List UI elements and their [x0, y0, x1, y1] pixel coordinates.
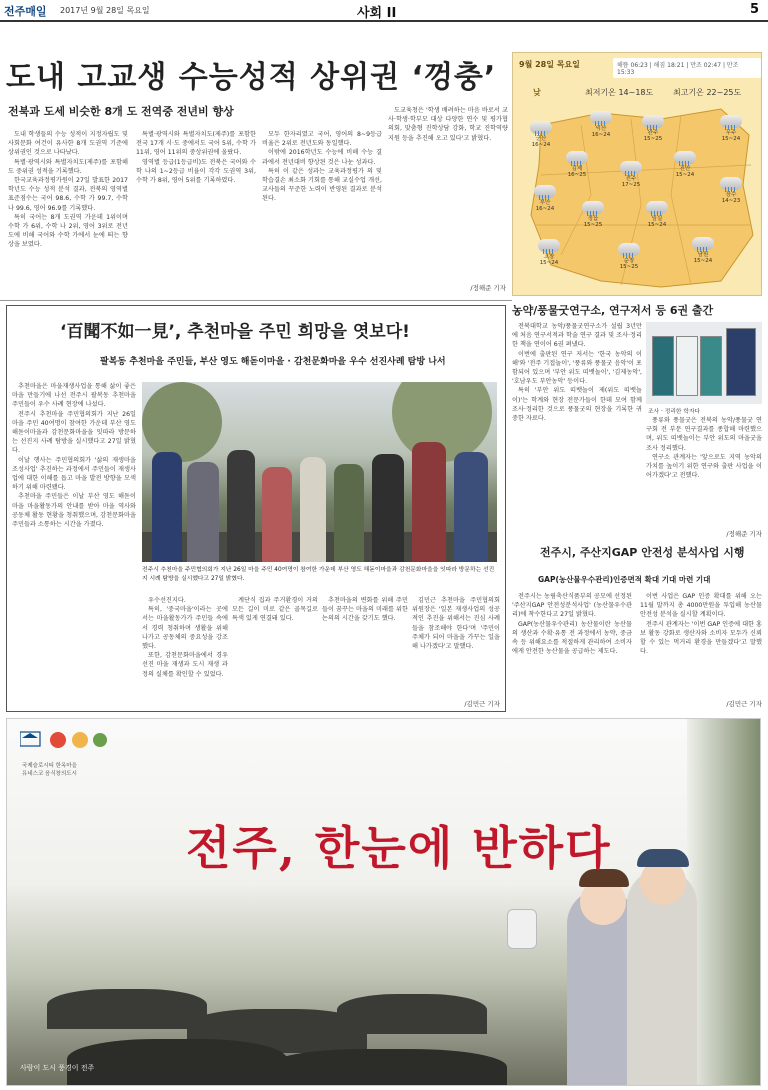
cloud-icon	[674, 151, 696, 164]
lead-paragraph: 특별·광역시와 특별자치도(제주)를 포함해도 중위권 성적을 기록했다.	[8, 158, 128, 175]
lead-paragraph: 도내 학생들의 수능 성적이 지정자립도 및 사회문화 여건이 유사한 8개 도권역 기준에 상위권인 것으로 나타났다.	[8, 131, 128, 157]
lead-subhead: 전북과 도세 비슷한 8개 도 전역중 전년비 향상	[8, 105, 234, 118]
feature-paragraph: 추천마을은 마을재생사업을 통해 삶이 좋은 마을 만들기에 나선 전주시 팔복동 추천마을 주민들이 우수 사례 현장에 나섰다.	[12, 383, 136, 409]
book-cover	[652, 336, 674, 396]
feature-paragraph: 추천마을의 변화를 위해 주민들이 꿈꾸는 마을의 미래를 위한 논의의 시간을 갖기도 했다.	[322, 597, 408, 623]
issue-date: 2017년 9월 28일 목요일	[60, 6, 150, 15]
city-jangsu: 장수 14~23	[717, 177, 745, 204]
camera-phone	[507, 909, 537, 949]
cloud-icon	[534, 185, 556, 198]
gap-subhead: GAP(농산물우수관리)인증면적 확대 기대 마련 기대	[538, 575, 711, 584]
cloud-icon	[620, 161, 642, 174]
tree-backdrop	[687, 719, 761, 1086]
lead-paragraph: 특히 국어는 8개 도권역 가운데 1위이며 수학 가 6위, 수학 나 2위, 영어 3위로 전년도에 비해 국어와 수학 가에서 눈에 띄는 향상을 보였다.	[8, 213, 128, 249]
cloud-icon	[582, 201, 604, 214]
cloud-icon	[530, 121, 552, 134]
weather-date: 9월 28일 목요일	[519, 60, 580, 69]
lead-headline: 도내 고교생 수능성적 상위권 ‘껑충’	[6, 60, 497, 95]
feature-column-2	[142, 596, 228, 706]
hanok-roof	[267, 1049, 507, 1086]
weather-daytime-label: 낮	[533, 88, 541, 97]
tour-participant	[334, 464, 364, 562]
tour-participant	[372, 454, 404, 562]
min-temperature: 최저기온 14~18도	[585, 88, 654, 97]
lead-paragraph: 모두 한자리였고 국어, 영어의 8~9등급 비율은 2위로 전년도와 동일했다.	[262, 131, 382, 148]
tour-participant	[454, 452, 488, 562]
books-photo	[646, 322, 762, 404]
books-paragraph: 이번에 출판된 연구 저서는 '한국 농악의 이해'와 '전주 기접놀이', '풍류와 풍물굿 음악'이 포함되어 있으며 '부안 위도 띠뱃놀이', '김제농악', '호남우도 부안농악' 등이다.	[512, 350, 642, 386]
gap-column-1	[512, 592, 632, 704]
city-muju: 무주 15~24	[717, 115, 745, 142]
lead-paragraph: 특히 이 같은 성과는 교육과정평가 의 및 학습결손 최소화 기회를 통해 교실수업 개선, 교사들의 꾸준한 노력이 반영된 결과로 분석된다.	[262, 167, 382, 203]
section-name: 사회 II	[357, 6, 397, 21]
cloud-icon	[590, 111, 612, 124]
lead-byline: /정해준 기자	[470, 284, 506, 292]
feature-title: ‘百聞不如一見’, 추천마을 주민 희망을 엿보다!	[60, 322, 410, 342]
feature-paragraph: 추천마을 주민들은 이날 부산 영도 해돋이 마을 마을활동가의 안내를 받아 마을 역사와 공동체 활동 현황을 청취했으며, 감천문화마을 주민들과 소통하는 시간을 가졌다.	[12, 493, 136, 529]
books-paragraph: 특히 '부안 위도 띠뱃놀이 제(위도 띠뱃놀이)'는 학계와 현장 전문가들이 한데 모여 함께 조사·정리한 것으로 풍물굿의 현장을 기록한 귀중한 자료다.	[512, 387, 642, 423]
max-temperature: 최고기온 22~25도	[673, 88, 742, 97]
cloud-icon	[646, 201, 668, 214]
tour-participant	[152, 452, 182, 562]
feature-paragraph: 이날 행사는 주민협의회가 '삶의 재생마을 조성사업' 추진하는 과정에서 주민들이 재생사업에 대한 이해를 돕고 마을 발전 방향을 모색하기 위해 마련됐다.	[12, 456, 136, 492]
ad-organizations: 국제슬로시티 한옥마을 유네스코 음식창의도시	[22, 763, 77, 777]
book-cover	[700, 336, 722, 396]
lead-paragraph: 영역별 등급(1등급비)도 전북은 국어와 수학 나의 1~2등급 비율이 각각 도권역 3위, 수학 가 8위, 영어 5위를 기록하였다.	[136, 158, 256, 185]
feature-subtitle: 팔복동 추천마을 주민들, 부산 영도 해돋이마을 · 감천문화마을 우수 선진사례 탐방 나서	[100, 357, 446, 367]
books-headline: 농약/풍물굿연구소, 연구저서 등 6권 출간	[512, 304, 714, 317]
feature-paragraph: 또한, 감천문화마을에서 경우 선진 마을 재생과 도시 재생 과정의 실체를 확인할 수 있었다.	[142, 652, 228, 678]
weather-box	[512, 52, 762, 296]
feature-paragraph: 전주시 추천마을 주민협의회가 지난 26일 마을 주민 40여명이 참여한 가운데 부산 영도 해돋이마을과 감천문화마을을 잇따라 방문하는 선진지 사례 탐방을 실시했다고 27일 밝혔다.	[12, 410, 136, 455]
cloud-icon	[566, 151, 588, 164]
feature-column-3	[232, 596, 318, 706]
city-jeongeup: 정읍 15~25	[579, 201, 607, 228]
city-jinan: 진안 15~24	[671, 151, 699, 178]
hanok-roof	[337, 994, 487, 1034]
cap	[637, 849, 689, 867]
village-tour-photo	[142, 382, 497, 562]
books-byline: /정해준 기자	[726, 530, 762, 538]
books-photo-caption: 조사 · 정리한 학자다	[648, 409, 701, 415]
cloud-icon	[692, 237, 714, 250]
tour-participant	[262, 467, 292, 562]
feature-paragraph: 계단식 집과 주거환경이 거의 모든 길이 미로 같은 골목길로 특색 있게 연결돼 있다.	[232, 597, 318, 623]
city-namwon: 남원 15~24	[689, 237, 717, 264]
gap-column-2	[640, 592, 762, 694]
city-gunsan: 군산 16~24	[527, 121, 555, 148]
city-iksan: 익산 16~24	[587, 111, 615, 138]
tour-participant	[300, 457, 326, 562]
book-cover	[676, 336, 698, 396]
gap-paragraph: 전주시는 농림축산식품부의 공모에 선정된 '주산지GAP 안전성분석사업' (농산물우수관리)에 착수한다고 27일 밝혔다.	[512, 593, 632, 619]
tourism-advertisement	[6, 718, 761, 1086]
unesco-logos	[20, 728, 110, 756]
page-number: 5	[750, 2, 760, 17]
feature-byline: /김민근 기자	[464, 700, 500, 708]
gap-paragraph: GAP(농산물우수관리) 농산물이란 농산물의 생산과 수확·유통 전 과정에서 농약, 중금속 등 위해요소를 적절하게 관리하여 소비자에게 안전한 농산물을 공급하는 제도다.	[512, 620, 632, 656]
lead-paragraph: 도교육청은 '학생 배려하는 마음 바로서 교사·학생·학부모 대상 다양한 연수 및 평가협의회, 맞춤형 진학상담 강화, 학교 진학역량 지원 등을 추진해 오고 있다'고 밝혔다.	[388, 107, 508, 142]
cloud-icon	[720, 177, 742, 190]
lead-column-2	[136, 130, 256, 290]
lead-column-4	[388, 106, 508, 276]
tour-participant	[412, 442, 446, 562]
feature-paragraph: 김민근 추천마을 주민협의회 위원장은 '일본 재생사업의 성공적인 추진을 위해서는 진심 사례들을 참조해야 한다'며 '주민이 주체가 되어 마을을 가꾸는 일을 해 나가겠다'고 말했다.	[412, 597, 500, 651]
cloud-icon	[538, 239, 560, 252]
book-cover	[726, 328, 756, 396]
city-gochang: 고창 15~24	[535, 239, 563, 266]
city-imsil: 임실 15~24	[643, 201, 671, 228]
lead-paragraph: 한국교육과정평가원이 27일 발표한 2017학년도 수능 성적 분석 결과, 전북의 영역별 표준점수는 국어 98.6, 수학 가 99.7, 수학 나 99.6, 영어 96.9를 기록했다.	[8, 177, 128, 212]
tour-participant	[187, 462, 219, 562]
city-buan: 부안 16~24	[531, 185, 559, 212]
city-sunchang: 순창 15~25	[615, 243, 643, 270]
lead-paragraph: 이밖에 2016학년도 수능에 비해 수능 결과에서 전년대비 향상된 것은 나눈 성과다.	[262, 149, 382, 166]
gap-headline: 전주시, 주산지GAP 안전성 분석사업 시행	[540, 546, 745, 559]
lead-column-3	[262, 130, 382, 290]
feature-column-5	[412, 596, 500, 696]
ad-slogan: 전주, 한눈에 반하다	[186, 821, 612, 875]
gap-paragraph: 이번 사업은 GAP 인증 확대를 위해 오는 11월 말까지 총 4000만원을 투입해 농산물 안전성 분석을 실시할 계획이다.	[640, 593, 762, 619]
city-gimje: 김제 16~25	[563, 151, 591, 178]
feature-column-4	[322, 596, 408, 706]
feature-paragraph: 우수선진지다.	[148, 597, 186, 604]
newspaper-name: 전주매일	[4, 5, 47, 18]
cloud-icon	[642, 115, 664, 128]
feature-column-1	[12, 382, 136, 707]
lead-column-1	[8, 130, 128, 290]
region-map	[521, 105, 755, 291]
gap-byline: /김민근 기자	[726, 700, 762, 708]
ad-photo-caption: 사람이 도시 풍경이 전주	[20, 1064, 95, 1072]
hanok-roof	[47, 989, 207, 1029]
cloud-icon	[618, 243, 640, 256]
hanok-roof	[67, 1039, 287, 1086]
feature-paragraph: 특히, '중국마을'이라는 곳에서는 마을활동가가 주민들 속에서 경력 청취하며 생활을 위해 나가고 공동체의 중요성을 강조했다.	[142, 606, 228, 651]
gap-paragraph: 전주시 관계자는 '이번 GAP 인증에 대한 홍보 활동 강화로 생산자와 소비자 모두가 신뢰할 수 있는 먹거리 환경을 만들겠다'고 말했다.	[640, 620, 762, 656]
cloud-icon	[720, 115, 742, 128]
tour-participant	[227, 450, 255, 562]
books-paragraph: 연구소 관계자는 '앞으로도 지역 농악의 가치를 높이기 위한 연구와 출판 사업을 이어가겠다'고 전했다.	[646, 453, 762, 480]
section-divider	[0, 300, 512, 301]
city-wanju: 완주 15~25	[639, 115, 667, 142]
books-paragraph: 풍류와 풍물굿은 전북의 농악/풍물굿 연구회 전 부문 연구결과를 종합해 마련했으며, 위도 띠뱃놀이는 부안 위도의 마을굿을 조사 정리했다.	[646, 417, 762, 452]
city-jeonju: 전주 17~25	[617, 161, 645, 188]
photo-caption: 전주시 추천마을 주민협의회가 지난 26일 마을 주민 40여명이 참여한 가운데 부산 영도 해돋이마을과 감천문화마을을 잇따라 방문하는 선진지 시례 탐방을 실시했다고 27일 밝혔다.	[142, 567, 495, 582]
lead-paragraph: 특별·광역시와 특별자치도(제주)를 포함한 전국 17개 시·도 중에서도 국어 5위, 수학 가 11위, 영어 11위의 중상위권에 올랐다.	[136, 131, 256, 157]
books-column-1	[512, 322, 642, 540]
sun-tide-times: 해뜸 06:23 | 해짐 18:21 | 만조 02:47 | 만조 15:33	[613, 58, 761, 78]
books-paragraph: 전북대학교 농악/풍물굿연구소가 설립 3년만에 처음 연구서적과 학술 연구 결과 및 조사·정리한 책을 연이어 6권 펴냈다.	[512, 323, 642, 349]
books-column-2	[646, 416, 762, 528]
